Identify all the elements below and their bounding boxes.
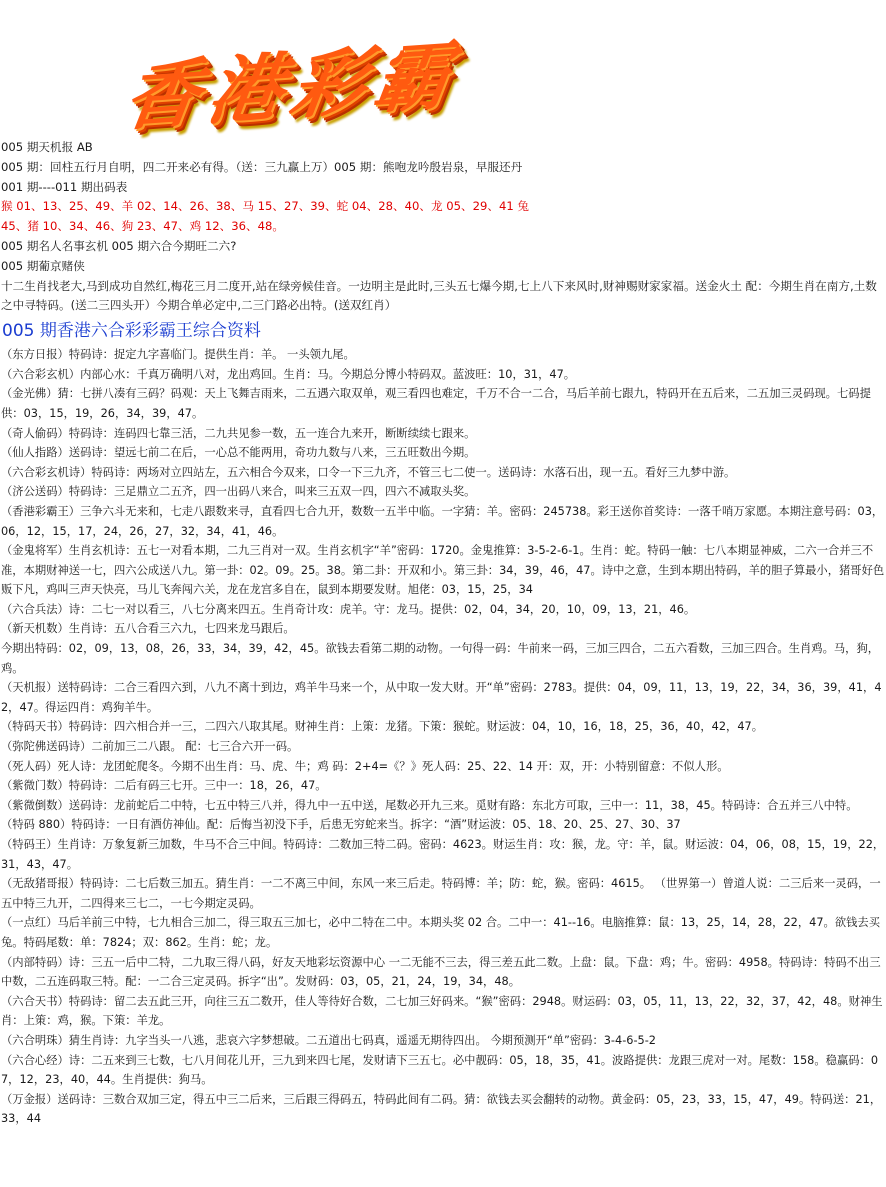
text-line: 005 期天机报 AB [1, 140, 93, 154]
zodiac-number-line: 45、猪 10、34、46、狗 23、47、鸡 12、36、48。 [1, 219, 284, 234]
info-block: （内部特码）诗：三五一后中二特，二九取三得八码，好友天地彩坛资源中心 一二无能不三去，得三差五此二数。上盘：鼠。下盘：鸡；牛。密码：4958。特码诗：特码不出三中数，二五连码取三特。配：一二合三定灵码。拆字“出”。发财码：03，05，21，24，19，34，48。 [1, 955, 881, 989]
info-block: （东方日报）特码诗：捉定九字喜临门。提供生肖：羊。 一头领九尾。 [1, 348, 355, 362]
info-block: （特码天书）特码诗：四六相合并一三，二四六八取其尾。财神生肖：上策：龙猪。下策：猴蛇。财运波：04，10，16，18，25，36，40，42，47。 [1, 720, 764, 734]
info-block: （死人码）死人诗：龙团蛇爬冬。今期不出生肖：马、虎、牛；鸡 码：2+4=《？》死人码：25、22、14 开：双，开：小特别留意：不似人形。 [1, 759, 729, 773]
info-block: （六合心经）诗：二五来到三七数，七八月间花儿开，三九到来四七尾，发财请下三五七。必中靓码：05，18，35，41。波路提供：龙跟三虎对一对。尾数：158。稳赢码：07，12，23，40，44。生肖提供：狗马。 [1, 1053, 879, 1087]
info-block: （六合明珠）猜生肖诗：九字当头一八逃，悲哀六字梦想破。二五道出七码真，遥遥无期待四出。 今期预测开“单”密码：3-4-6-5-2 [1, 1033, 656, 1047]
zodiac-number-line: 猴 01、13、25、49、羊 02、14、26、38、马 15、27、39、蛇 04、28、40、龙 05、29、41 兔 [1, 199, 529, 214]
info-block: （万金报）送码诗：三数合双加三定，得五中三二后来，三后跟三得码五，特码此间有二码。猜：欲钱去买会翻转的动物。黄金码：05，23，33，15，47，49。特码送：21，33，44 [1, 1092, 882, 1126]
info-block: （特码 880）特码诗：一日有酒仿神仙。配：后悔当初没下手，后患无穷蛇来当。拆字：“酒”财运波：05、18、20、25、27、30、37 [1, 818, 681, 832]
info-block: （六合彩玄机）内部心水：千真万确明八对，龙出鸡回。生肖：马。今期总分博小特码双。蓝波旺：10，31，47。 [1, 367, 576, 381]
header-banner [0, 0, 886, 140]
info-block: （仙人指路）送码诗：望远七前二在后，一心总不能两用，奇功九数与八来，三五旺数出今期。 [1, 446, 476, 460]
text-line: 005 期：回柱五行月自明，四二开来必有得。（送：三九赢上万）005 期：熊咆龙吟殷岩泉，早服还丹 [1, 159, 523, 174]
info-block: （香港彩霸王）三争六斗无来和，七走八跟数来寻，直看四七合九开，数数一五半中临。一字猜：羊。密码：245738。彩王送你首奖诗：一落千哨万家愿。本期注意号码：03，06，12，15，17，24，26，27，32，34，41，46。 [1, 504, 884, 538]
text-line: 001 期----011 期出码表 [1, 179, 128, 194]
info-block: （特码王）生肖诗：万象复新三加数，牛马不合三中间。特码诗：二数加三特二码。密码：4623。财运生肖：攻：猴，龙。守：羊，鼠。财运波：04，06，08，15，19，22，31，43，47。 [1, 838, 885, 871]
info-block: （弥陀佛送码诗）二前加三二八跟。 配：七三合六开一码。 [1, 740, 299, 754]
site-logo: 香港彩霸 [118, 32, 464, 142]
section-heading: 005 期香港六合彩彩霸王综合资料 [2, 321, 261, 342]
text-line: 005 期葡京赌侠 [1, 258, 85, 273]
info-block: （无敌猪哥报）特码诗：二七后数三加五。猜生肖：一二不离三中间，东风一来三后走。特码博：羊；防：蛇，猴。密码：4615。 （世界第一）曾道人说：二三后来一灵码，一五中特三九开，二四得来三七二，一七今期定灵码。 [1, 877, 881, 910]
text-line: 005 期名人名事玄机 005 期六合今期旺二六? [1, 238, 237, 253]
info-block: （六合彩玄机诗）特码诗：两场对立四站左，五六相合今双来，口令一下三九齐，不管三七二使一。送码诗：水落石出，现一五。看好三九梦中游。 [1, 465, 736, 479]
info-block: （金光佛）猜：七拼八凑有三码？码观：天上飞舞吉雨来，二五遇六取双单，观三看四也难定，千万不合一二合，马后羊前七跟九，特码开在五后来，二五加三灵码现。七码提供：03，15，19，26，34，39，47。 [1, 387, 871, 420]
info-block: 今期出特码：02，09，13，08，26，33，34，39，42，45。欲钱去看第二期的动物。一句得一码：牛前来一码，三加三四合，二五六看数，三加三四合。生肖鸡。马，狗，鸡。 [1, 642, 880, 675]
info-block: （六合天书）特码诗：留二去五此三开，向往三五二数开，佳人等待好合数，二七加三好码来。“猴”密码：2948。财运码：03，05，11，13，22，32，37，42，48。财神生肖：上策：鸡，猴。下策：羊龙。 [1, 994, 883, 1028]
info-block: （奇人偷码）特码诗：连码四七靠三活，二九共见参一数，五一连合九来开，断断续续七跟来。 [1, 426, 476, 440]
main-content [0, 138, 886, 1129]
info-block: （天机报）送特码诗：二合三看四六到，八九不离十到边，鸡羊牛马来一个，从中取一发大财。开“单”密码：2783。提供：04，09，11，13，19，22，34，36，39，41，42，47。得运四肖：鸡狗羊牛。 [1, 681, 882, 714]
text-paragraph: 十二生肖找老大,马到成功自然红,梅花三月二度开,站在绿旁候佳音。一边明主是此时,三头五七爆今期,七上八下来风时,财神赐财家家福。送金火土 配：今期生肖在南方,土数之中寻特码。(送二三四头开）今期合单必定中,二三门路必出特。(送双红肖） [1, 278, 877, 313]
info-block: （一点红）马后羊前三中特，七九相合三加二，得三取五三加七，必中二特在二中。本期头奖 02 合。二中一：41--16。电脑推算：鼠：13，25，14，28，22，47。欲钱去买兔。特码尾数：单：7824；双：862。生肖：蛇；龙。 [1, 916, 881, 949]
info-block: （紫微倒数）送码诗：龙前蛇后二中特，七五中特三八并，得九中一五中送，尾数必开九三来。觅财有路：东北方可取，三中一：11，38，45。特码诗：合五并三八中特。 [1, 798, 858, 812]
info-block: （济公送码）特码诗：三足鼎立二五齐，四一出码八来合，叫来三五双一四，四六不减取头奖。 [1, 485, 476, 499]
info-block: （紫微门数）特码诗：二后有码三七开。三中一：18，26，47。 [1, 779, 327, 793]
info-block: （六合兵法）诗：二七一对以看三，八七分离来四五。生肖奇计攻：虎羊。守：龙马。提供：02，04，34，20，10，09，13，21，46。 [1, 602, 696, 616]
info-block: （新天机数）生肖诗：五八合看三六九，七四来龙马跟后。 [1, 622, 295, 636]
info-block: （金鬼将军）生肖玄机诗：五七一对看本期，二九三肖对一双。生肖玄机字“羊”密码：1720。金鬼推算：3-5-2-6-1。生肖：蛇。特码一触：七八本期显神威，二六一合并三不准，本期财神送一七，四六公成送八九。第一卦：02。09。25。38。第二卦：开双和小。第三卦：34，39，46，47。诗中之意，生到本期出特码，羊的胆子算最小，猪哥好色贩下凡，鸡叫三声天快亮，马儿飞奔闯六关，龙在龙宫多自在，鼠到本期要发财。旭佬：03，15，25，34 [1, 544, 885, 597]
